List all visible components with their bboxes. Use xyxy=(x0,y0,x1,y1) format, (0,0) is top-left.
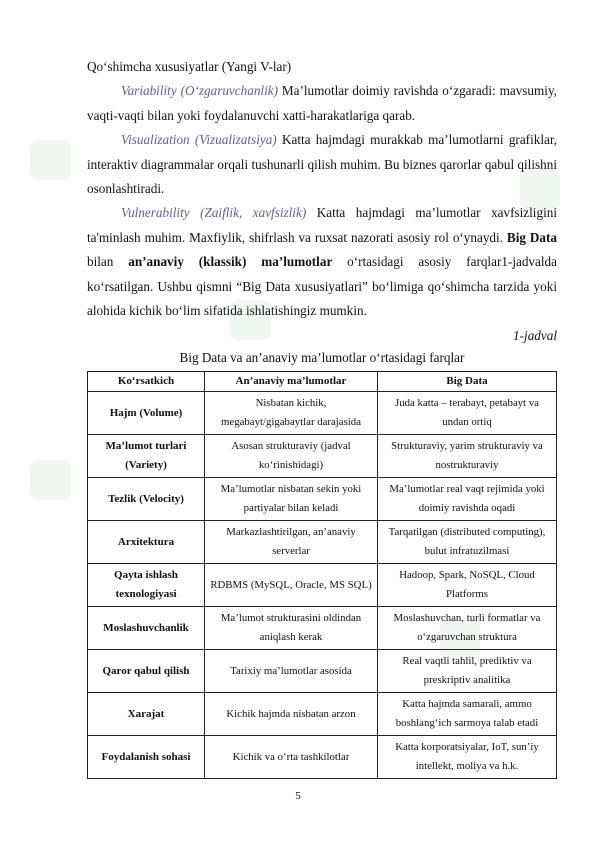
comparison-table xyxy=(87,371,557,779)
table-row xyxy=(88,693,557,736)
table-cell: Juda katta – terabayt, petabayt va undan ortiq xyxy=(378,392,557,435)
section-heading: Qo‘shimcha xususiyatlar (Yangi V-lar) xyxy=(87,59,292,74)
row-label-cell: Tezlik (Velocity) xyxy=(88,478,205,521)
table-caption: Big Data va an’anaviy ma’lumotlar o‘rtasidagi farqlar xyxy=(179,350,465,366)
table-cell: Hadoop, Spark, NoSQL, Cloud Platforms xyxy=(378,564,557,607)
row-label-cell: Hajm (Volume) xyxy=(88,392,205,435)
row-label-cell: Qaror qabul qilish xyxy=(88,650,205,693)
table-cell: Moslashuvchan, turli formatlar va o‘zgaruvchan struktura xyxy=(378,607,557,650)
row-label-cell: Xarajat xyxy=(88,693,205,736)
row-label-cell: Qayta ishlash texnologiyasi xyxy=(88,564,205,607)
table-cell: Katta hajmda samarali, ammo boshlang‘ich sarmoya talab etadi xyxy=(378,693,557,736)
term-vulnerability: Vulnerability (Zaiflik, xavfsizlik) xyxy=(121,205,307,221)
table-cell: Markazlashtirilgan, an’anaviy serverlar xyxy=(205,521,378,564)
table-cell: Nisbatan kichik, megabayt/gigabaytlar darajasida xyxy=(205,392,378,435)
paragraph-variability xyxy=(87,79,557,128)
table-body xyxy=(88,392,557,779)
table-cell: Kichik hajmda nisbatan arzon xyxy=(205,693,378,736)
table-number: 1-jadval xyxy=(513,328,557,344)
table-row xyxy=(88,650,557,693)
text-vulnerability: Katta hajmdagi ma’lumotlar xavfsizligini ta'minlash muhim. Maxfiylik, shifrlash va ruxsat nazorati asosiy rol o‘ynaydi. xyxy=(87,205,557,245)
header-cell: An’anaviy ma’lumotlar xyxy=(205,372,378,392)
text-visualization: Katta hajmdagi murakkab ma’lumotlarni grafiklar, interaktiv diagrammalar orqali tushunarli qilish muhim. Bu biznes qarorlar qabul qilishni osonlashtiradi. xyxy=(87,132,557,197)
text-bilan: bilan xyxy=(87,254,129,270)
row-label-cell: Ma’lumot turlari (Variety) xyxy=(88,435,205,478)
text-variability: Ma’lumotlar doimiy ravishda o‘zgaradi: mavsumiy, vaqti-vaqti bilan yoki foydalanuvchi xatti-harakatlariga qarab. xyxy=(87,83,557,123)
text-differences: o‘rtasidagi asosiy farqlar1-jadvalda ko‘rsatilgan. Ushbu qismni “Big Data xususiyatlari” bo‘limiga qo‘shimcha tarzida yoki alohida kichik bo‘lim sifatida ishlatishingiz mumkin. xyxy=(87,254,557,319)
table-cell: Asosan strukturaviy (jadval ko‘rinishidagi) xyxy=(205,435,378,478)
term-visualization: Visualization (Vizualizatsiya) xyxy=(121,132,277,148)
table-cell: RDBMS (MySQL, Oracle, MS SQL) xyxy=(205,564,378,607)
table-cell: Katta korporatsiyalar, IoT, sun’iy intellekt, moliya va h.k. xyxy=(378,736,557,779)
header-cell: Big Data xyxy=(378,372,557,392)
paragraph-vulnerability xyxy=(87,201,557,323)
row-label-cell: Foydalanish sohasi xyxy=(88,736,205,779)
header-cell: Ko‘rsatkich xyxy=(88,372,205,392)
row-label-cell: Arxitektura xyxy=(88,521,205,564)
page-number: 5 xyxy=(295,790,301,802)
table-cell: Tarixiy ma’lumotlar asosida xyxy=(205,650,378,693)
table-row xyxy=(88,607,557,650)
table-cell: Kichik va o‘rta tashkilotlar xyxy=(205,736,378,779)
table-row xyxy=(88,736,557,779)
page-content xyxy=(87,55,557,779)
table-cell: Strukturaviy, yarim strukturaviy va nostrukturaviy xyxy=(378,435,557,478)
watermark-mark xyxy=(30,140,70,180)
table-cell: Ma’lumotlar real vaqt rejimida yoki doimiy ravishda oqadi xyxy=(378,478,557,521)
bold-big-data: Big Data xyxy=(506,229,557,245)
term-variability: Variability (O‘zgaruvchanlik) xyxy=(121,83,278,99)
table-row xyxy=(88,521,557,564)
table-cell: Ma’lumotlar nisbatan sekin yoki partiyalar bilan keladi xyxy=(205,478,378,521)
table-cell: Ma’lumot strukturasini oldindan aniqlash kerak xyxy=(205,607,378,650)
table-row xyxy=(88,435,557,478)
bold-traditional-data: an’anaviy (klassik) ma’lumotlar xyxy=(128,254,333,270)
watermark-mark xyxy=(30,460,70,500)
table-cell: Tarqatilgan (distributed computing), bulut infratuzilmasi xyxy=(378,521,557,564)
table-header-row xyxy=(88,372,557,392)
table-cell: Real vaqtli tahlil, prediktiv va preskriptiv analitika xyxy=(378,650,557,693)
paragraph-visualization xyxy=(87,128,557,201)
table-row xyxy=(88,564,557,607)
table-row xyxy=(88,478,557,521)
row-label-cell: Moslashuvchanlik xyxy=(88,607,205,650)
table-row xyxy=(88,392,557,435)
